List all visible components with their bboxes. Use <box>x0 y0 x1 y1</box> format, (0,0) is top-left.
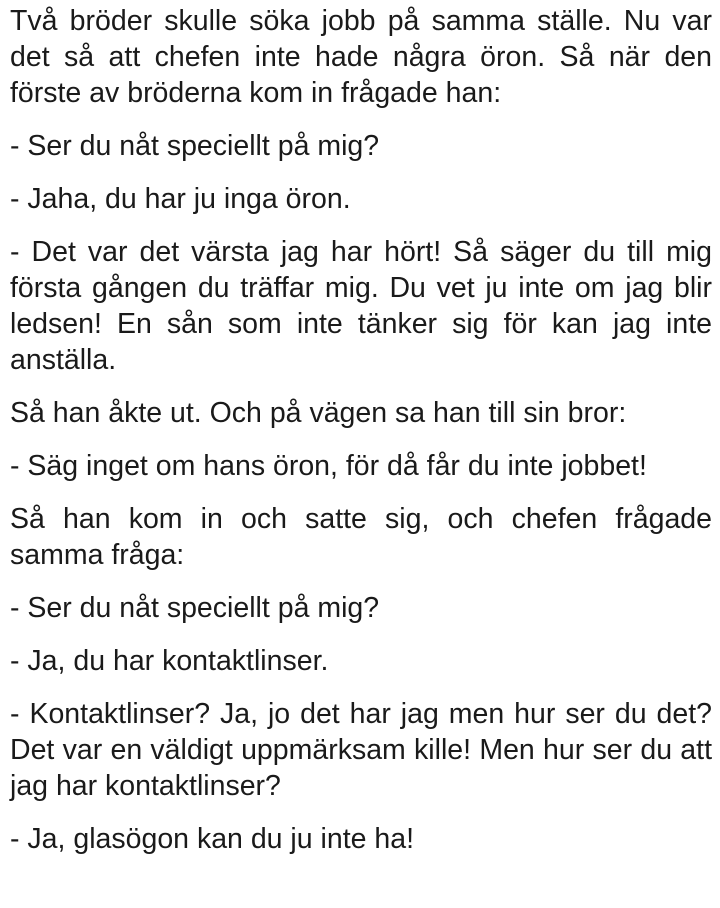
paragraph-answer-1: - Jaha, du har ju inga öron. <box>10 183 351 215</box>
paragraph-leaving: Så han åkte ut. Och på vägen sa han till sin bror: <box>10 397 627 429</box>
paragraph-reaction-2: - Kontaktlinser? Ja, jo det har jag men hur ser du det? Det var en väldigt uppmärksam kille! Men hur ser du att jag har kontaktlinser? <box>10 698 712 802</box>
paragraph-punchline: - Ja, glasögon kan du ju inte ha! <box>10 823 415 855</box>
paragraph-intro: Två bröder skulle söka jobb på samma ställe. Nu var det så att chefen inte hade några öron. Så när den förste av bröderna kom in frågade han: <box>10 5 712 109</box>
paragraph-question-2: - Ser du nåt speciellt på mig? <box>10 592 380 624</box>
paragraph-question-1: - Ser du nåt speciellt på mig? <box>10 130 380 162</box>
paragraph-advice: - Säg inget om hans öron, för då får du inte jobbet! <box>10 450 647 482</box>
paragraph-answer-2: - Ja, du har kontaktlinser. <box>10 645 329 677</box>
paragraph-reaction-1: - Det var det värsta jag har hört! Så säger du till mig första gången du träffar mig. Du vet ju inte om jag blir ledsen! En sån som inte tänker sig för kan jag inte anställa. <box>10 236 712 376</box>
paragraph-second-brother: Så han kom in och satte sig, och chefen frågade samma fråga: <box>10 503 712 571</box>
